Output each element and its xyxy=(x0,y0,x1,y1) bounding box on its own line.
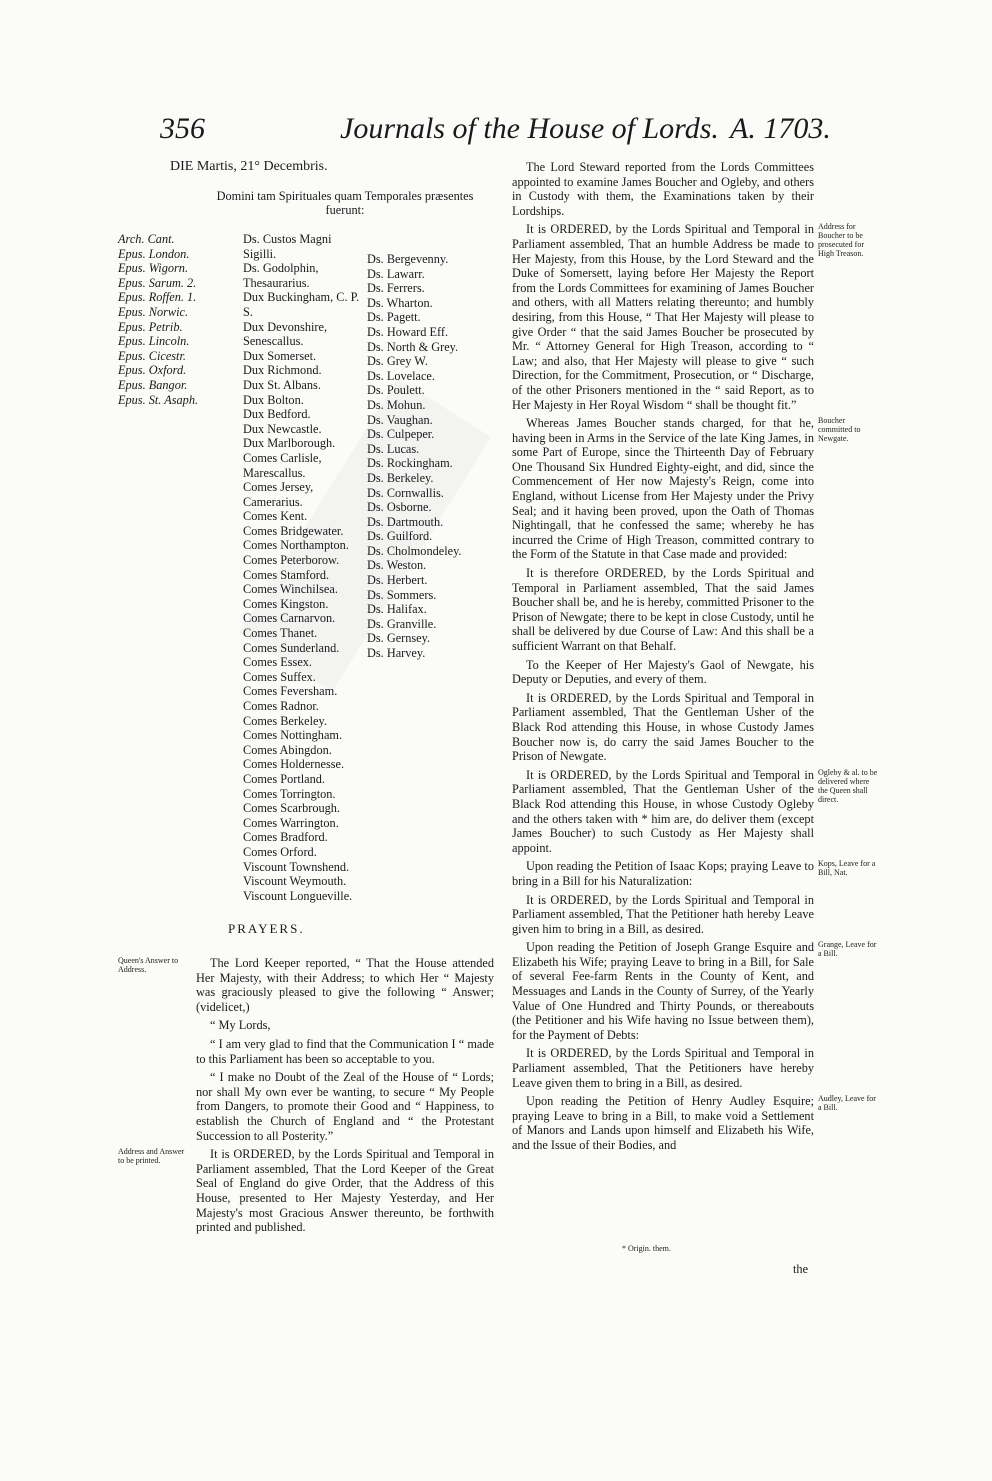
attendee-name: Dux Bolton. xyxy=(243,392,304,407)
attendee-name: Arch. Cant. xyxy=(118,232,175,246)
paragraph: Upon reading the Petition of Henry Audley Esquire; praying Leave to bring in a Bill, to make void a Settlement of Manors and Lands upon himself and Elizabeth his Wife, and the Issue of their Bodies, and xyxy=(512,1094,814,1152)
margin-note: Audley, Leave for a Bill. xyxy=(818,1094,876,1112)
attendee-name: Comes Holdernesse. xyxy=(243,757,345,772)
paragraph: It is therefore ORDERED, by the Lords Spiritual and Temporal in Parliament assembled, That the said James Boucher shall be, and he is hereby, committed Prisoner to the Prison of Newgate; there to be kept in close Custody, until he shall be delivered by due Course of Law: And this shall be a sufficient Warrant on that Behalf. xyxy=(512,566,814,653)
right-body xyxy=(512,160,814,1157)
attendee-name: Comes Peterborow. xyxy=(243,553,340,568)
attendee-name: Ds. Rockingham. xyxy=(367,456,453,471)
present-heading: Domini tam Spirituales quam Temporales præsentes fuerunt: xyxy=(216,188,474,218)
paragraph: Upon reading the Petition of Joseph Grange Esquire and Elizabeth his Wife; praying Leave to bring in a Bill, for Sale of several Fee-farm Rents in the County of Kent, and Messuages and Lands in the County of Surrey, of the Yearly Value of One Hundred and Thirty Pounds, or thereabouts (the Petitioner and his Wife having no Issue between them), for the Payment of Debts: xyxy=(512,940,814,1042)
attendee-name: Viscount Weymouth. xyxy=(243,874,347,889)
attendee-name: Ds. Vaughan. xyxy=(367,412,433,427)
margin-note: Boucher committed to Newgate. xyxy=(818,416,861,443)
attendee-name: Viscount Townshend. xyxy=(243,859,350,874)
attendee-name: Ds. North & Grey. xyxy=(367,339,459,354)
attendee-name: Epus. London. xyxy=(118,246,190,261)
attendee-name: Dux Marlborough. xyxy=(243,436,336,451)
attendee-name: Ds. Ferrers. xyxy=(367,281,425,296)
margin-note: Grange, Leave for a Bill. xyxy=(818,940,877,958)
attendee-name: Comes Stamford. xyxy=(243,567,330,582)
attendee-name: Ds. Harvey. xyxy=(367,646,426,661)
paragraph: It is ORDERED, by the Lords Spiritual and Temporal in Parliament assembled, That the Lord Keeper of the Great Seal of England do give Order, that the Address of this House, presented to Her Majesty Yesterday, and Her Majesty's most Gracious Answer thereunto, be forthwith printed and published. xyxy=(196,1147,494,1235)
margin-note: Address for Boucher to be prosecuted for High Treason. xyxy=(818,222,864,258)
session-heading xyxy=(170,160,490,218)
attendee-name: Comes Portland. xyxy=(243,771,325,786)
page-year: A. 1703. xyxy=(730,112,831,145)
attendees-lords-temporal xyxy=(243,232,361,903)
attendee-name: Comes Suffex. xyxy=(243,669,316,684)
attendee-name: Dux Buckingham, C. P. S. xyxy=(243,290,360,319)
attendee-name: Dux Bedford. xyxy=(243,407,311,422)
margin-note: Address and Answer to be printed. xyxy=(118,1147,185,1165)
attendee-name: Epus. Oxford. xyxy=(118,363,187,378)
attendee-name: Epus. Wigorn. xyxy=(118,261,189,276)
attendee-name: Comes Scarbrough. xyxy=(243,801,340,816)
attendee-name: Ds. Mohun. xyxy=(367,397,426,412)
attendee-name: Epus. Sarum. 2. xyxy=(118,275,197,290)
margin-note: Ogleby & al. to be delivered where the Queen shall direct. xyxy=(818,768,878,804)
paragraph: “ I make no Doubt of the Zeal of the House of “ Lords; nor shall My own ever be wanting, to secure “ My People from Dangers, to promote their Good and “ Happiness, to establish the Church of England and “ the Protestant Succession to all Posterity.” xyxy=(196,1070,494,1143)
catchword: the xyxy=(793,1262,809,1276)
journal-title: Journals of the House of Lords. xyxy=(340,112,719,145)
attendee-name: Dux Somerset. xyxy=(243,348,317,363)
attendee-name: Ds. Culpeper. xyxy=(367,427,435,442)
attendee-name: Epus. Lincoln. xyxy=(118,334,190,349)
attendees-barons xyxy=(367,252,472,661)
paragraph: The Lord Keeper reported, “ That the House attended Her Majesty, with their Address; to which Her “ Majesty was graciously pleased to give the following “ Answer; (videlicet,) xyxy=(196,956,494,1014)
attendee-name: Comes Nottingham. xyxy=(243,728,343,743)
attendee-name: Comes Torrington. xyxy=(243,786,336,801)
date-heading: DIE Martis, 21° Decembris. xyxy=(170,159,328,174)
attendee-name: Ds. Gernsey. xyxy=(367,631,431,646)
attendee-name: Ds. Poulett. xyxy=(367,383,425,398)
attendee-name: Ds. Bergevenny. xyxy=(367,252,449,266)
margin-note: Queen's Answer to Address. xyxy=(118,956,179,974)
attendee-name: Ds. Cholmondeley. xyxy=(367,543,462,558)
attendee-name: Ds. Guilford. xyxy=(367,529,433,544)
attendee-name: Comes Warrington. xyxy=(243,815,339,830)
paragraph: The Lord Steward reported from the Lords Committees appointed to examine James Boucher and Ogleby, and others in Custody with them, the Examinations taken by their Lordships. xyxy=(512,160,814,218)
attendee-name: Epus. Norwic. xyxy=(118,304,189,319)
attendee-name: Ds. Cornwallis. xyxy=(367,485,444,500)
attendee-name: Dux St. Albans. xyxy=(243,377,321,392)
attendee-name: Ds. Dartmouth. xyxy=(367,514,444,529)
paragraph: Whereas James Boucher stands charged, for that he, having been in Arms in the Service of the late King James, in some Part of Europe, since the Thirteenth Day of February One Thousand Six Hundred Eighty-eight, and did, since the Commencement of Her now Majesty's Reign, come into England, without License from Her Majesty under the Privy Seal; and it having been proved, upon the Oath of Thomas Nightingall, that he confessed the same; whereby he has incurred the Crime of High Treason, committed contrary to the Form of the Statute in that Case made and provided: xyxy=(512,416,814,562)
attendees-bishops xyxy=(118,232,238,407)
attendee-name: Comes Radnor. xyxy=(243,699,319,713)
attendee-name: Epus. Roffen. 1. xyxy=(118,290,197,305)
attendee-name: Ds. Howard Eff. xyxy=(367,324,449,339)
attendee-name: Comes Northampton. xyxy=(243,538,349,553)
attendee-name: Epus. St. Asaph. xyxy=(118,392,199,407)
attendee-name: Ds. Godolphin, Thesaurarius. xyxy=(243,261,319,290)
attendee-name: Ds. Granville. xyxy=(367,616,437,631)
attendee-name: Dux Richmond. xyxy=(243,363,322,378)
attendee-name: Comes Bridgewater. xyxy=(243,523,344,538)
attendee-name: Ds. Weston. xyxy=(367,558,427,573)
attendee-name: Ds. Berkeley. xyxy=(367,470,434,485)
attendee-name: Ds. Wharton. xyxy=(367,295,433,310)
left-body xyxy=(196,956,494,1239)
attendee-name: Epus. Cicestr. xyxy=(118,348,186,363)
attendee-name: Comes Bradford. xyxy=(243,830,328,845)
attendee-name: Dux Devonshire, Senescallus. xyxy=(243,319,328,349)
attendee-name: Comes Kingston. xyxy=(243,596,329,611)
attendee-name: Comes Carlisle, Marescallus. xyxy=(243,450,322,480)
attendee-name: Comes Essex. xyxy=(243,655,312,670)
attendee-name: Epus. Petrib. xyxy=(118,319,183,334)
attendee-name: Comes Feversham. xyxy=(243,684,338,699)
attendee-name: Ds. Grey W. xyxy=(367,354,428,369)
attendee-name: Comes Orford. xyxy=(243,844,317,859)
attendee-name: Ds. Herbert. xyxy=(367,573,428,588)
margin-note: Kops, Leave for a Bill, Nat. xyxy=(818,859,876,877)
footnote: * Origin. them. xyxy=(622,1244,671,1253)
attendee-name: Ds. Lucas. xyxy=(367,441,420,456)
paragraph: “ My Lords, xyxy=(210,1018,271,1033)
paragraph: “ I am very glad to find that the Communication I “ made to this Parliament has been so acceptable to you. xyxy=(196,1036,494,1066)
paragraph: Upon reading the Petition of Isaac Kops; praying Leave to bring in a Bill for his Naturalization: xyxy=(512,859,814,888)
attendee-name: Comes Jersey, Camerarius. xyxy=(243,480,314,509)
paragraph: It is ORDERED, by the Lords Spiritual and Temporal in Parliament assembled, That the Petitioners have hereby Leave given them to bring in a Bill, as desired. xyxy=(512,1046,814,1090)
page-number: 356 xyxy=(160,112,205,145)
attendee-name: Comes Sunderland. xyxy=(243,640,340,655)
attendee-name: Comes Kent. xyxy=(243,509,308,524)
attendee-name: Comes Carnarvon. xyxy=(243,611,336,626)
attendee-name: Ds. Lovelace. xyxy=(367,368,435,383)
attendee-name: Epus. Bangor. xyxy=(118,377,188,392)
attendee-name: Comes Winchilsea. xyxy=(243,582,338,597)
attendee-name: Ds. Halifax. xyxy=(367,602,427,617)
attendee-name: Ds. Sommers. xyxy=(367,587,437,602)
attendee-name: Ds. Lawarr. xyxy=(367,266,425,281)
paragraph: It is ORDERED, by the Lords Spiritual and Temporal in Parliament assembled, That an humble Address be made to Her Majesty, from this House, by the Lord Steward and the Duke of Somersett, laying before Her Majesty the Report from the Lords Committees for examining of James Boucher and others, with all Matters relating thereunto; and humbly desiring, from this House, “ That Her Majesty will please to give Order “ that the said James Boucher be prosecuted by Mr. “ Attorney General for High Treason, according to “ Law; and also, that Her Majesty will please to give “ such Direction, for the Commitment, Prosecution, or “ Discharge, of the other Prisoners mentioned in the “ said Report, as to Her Majesty in Her Royal Wisdom “ shall be thought fit.” xyxy=(512,222,814,412)
attendee-name: Ds. Pagett. xyxy=(367,310,421,325)
attendee-name: Ds. Custos Magni Sigilli. xyxy=(243,232,332,261)
attendee-name: Comes Abingdon. xyxy=(243,742,332,757)
attendee-name: Comes Berkeley. xyxy=(243,713,327,728)
attendee-name: Dux Newcastle. xyxy=(243,421,322,436)
paragraph: It is ORDERED, by the Lords Spiritual and Temporal in Parliament assembled, That the Petitioner hath hereby Leave given him to bring in a Bill, as desired. xyxy=(512,892,814,936)
attendee-name: Comes Thanet. xyxy=(243,626,318,641)
paragraph: It is ORDERED, by the Lords Spiritual and Temporal in Parliament assembled, That the Gentleman Usher of the Black Rod attending this House, in whose Custody James Boucher now is, do carry the said James Boucher to the Prison of Newgate. xyxy=(512,690,814,764)
paragraph: To the Keeper of Her Majesty's Gaol of Newgate, his Deputy or Deputies, and every of them. xyxy=(512,657,814,687)
paragraph: It is ORDERED, by the Lords Spiritual and Temporal in Parliament assembled, That the Gentleman Usher of the Black Rod attending this House, in whose Custody Ogleby and the others taken with * him are, do deliver them (except James Boucher) to such Custody as Her Majesty shall appoint. xyxy=(512,767,814,855)
attendee-name: Viscount Longueville. xyxy=(243,888,353,903)
prayers-heading: PRAYERS. xyxy=(228,921,305,936)
attendee-name: Ds. Osborne. xyxy=(367,500,432,515)
